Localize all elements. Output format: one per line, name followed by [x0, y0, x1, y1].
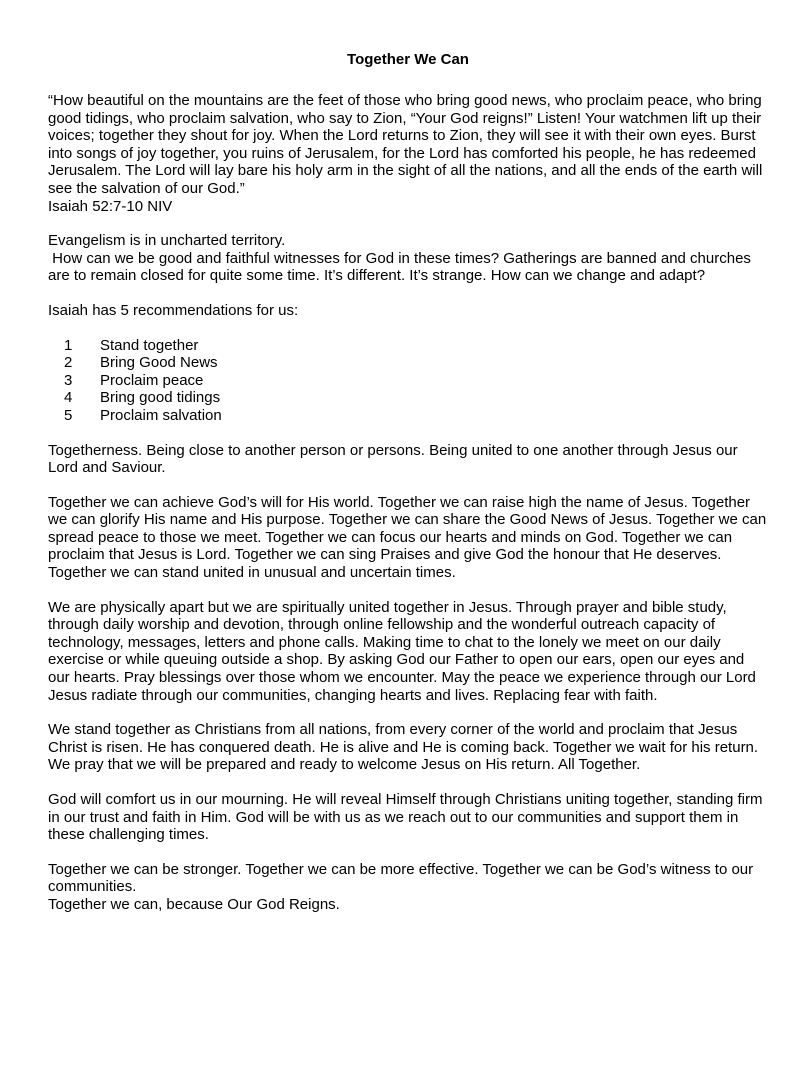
list-item-text: Bring Good News: [100, 354, 218, 372]
list-item: [48, 337, 768, 355]
body-paragraph: Togetherness. Being close to another person or persons. Being united to one another through Jesus our Lord and Saviour.: [48, 441, 738, 477]
closing-line-2: Together we can, because Our God Reigns.: [48, 895, 340, 913]
list-item-text: Proclaim salvation: [100, 406, 222, 424]
document-page: [48, 50, 768, 931]
list-item-number: 2: [64, 354, 73, 372]
scripture-passage: [48, 92, 768, 215]
list-item-number: 1: [64, 336, 73, 354]
body-paragraph: Together we can achieve God’s will for His world. Together we can raise high the name of Jesus. Together we can glorify His name and His purpose. Together we can share the Good News of Jesus. Together we can spread peace to those we meet. Together we can focus our hearts and minds on God. Together we can proclaim that Jesus is Lord. Together we can sing Praises and give God the honour that He deserves. Together we can stand united in unusual and uncertain times.: [48, 493, 767, 582]
recommendations-intro: Isaiah has 5 recommendations for us:: [48, 301, 299, 319]
list-item-number: 5: [64, 406, 73, 424]
scripture-text: “How beautiful on the mountains are the feet of those who bring good news, who proclaim peace, who bring good tidings, who proclaim salvation, who say to Zion, “Your God reigns!” Listen! Your watchmen lift up their voices; together they shout for joy. When the Lord returns to Zion, they will see it with their own eyes. Burst into songs of joy together, you ruins of Jerusalem, for the Lord has comforted his people, he has redeemed Jerusalem. The Lord will lay bare his holy arm in the sight of all the nations, and all the ends of the earth will see the salvation of our God.”: [48, 92, 763, 197]
list-item-text: Proclaim peace: [100, 371, 204, 389]
intro-line-2: How can we be good and faithful witnesses for God in these times? Gatherings are banned and churches are to remain closed for quite some time. It’s different. It’s strange. How can we change and adapt?: [48, 249, 756, 285]
list-item: [48, 389, 768, 407]
list-item: [48, 407, 768, 425]
document-title: Together We Can: [347, 51, 469, 68]
list-item-number: 4: [64, 389, 73, 407]
body-paragraph: We stand together as Christians from all nations, from every corner of the world and proclaim that Jesus Christ is risen. He has conquered death. He is alive and He is coming back. Together we wait for his return. We pray that we will be prepared and ready to welcome Jesus on His return. All Together.: [48, 721, 759, 774]
intro-paragraph: [48, 232, 768, 285]
closing-line-1: Together we can be stronger. Together we can be more effective. Together we can be God’s witness to our communities.: [48, 860, 754, 896]
scripture-reference: Isaiah 52:7-10 NIV: [48, 197, 173, 215]
body-paragraph: God will comfort us in our mourning. He will reveal Himself through Christians uniting together, standing firm in our trust and faith in Him. God will be with us as we reach out to our communities and support them in these challenging times.: [48, 791, 763, 844]
list-item: [48, 354, 768, 372]
list-item-text: Bring good tidings: [100, 389, 221, 407]
intro-line-1: Evangelism is in uncharted territory.: [48, 232, 286, 250]
list-item: [48, 372, 768, 390]
list-item-text: Stand together: [100, 336, 199, 354]
body-paragraph: We are physically apart but we are spiritually united together in Jesus. Through prayer and bible study, through daily worship and devotion, through online fellowship and the wonderful outreach capacity of technology, messages, letters and phone calls. Making time to chat to the lonely we meet on our daily exercise or while queuing outside a shop. By asking God our Father to open our ears, open our eyes and our hearts. Pray blessings over those whom we encounter. May the peace we experience through our Lord Jesus radiate through our communities, changing hearts and lives. Replacing fear with faith.: [48, 598, 756, 704]
recommendations-list: [48, 337, 768, 425]
closing-paragraph: [48, 861, 768, 914]
list-item-number: 3: [64, 371, 73, 389]
